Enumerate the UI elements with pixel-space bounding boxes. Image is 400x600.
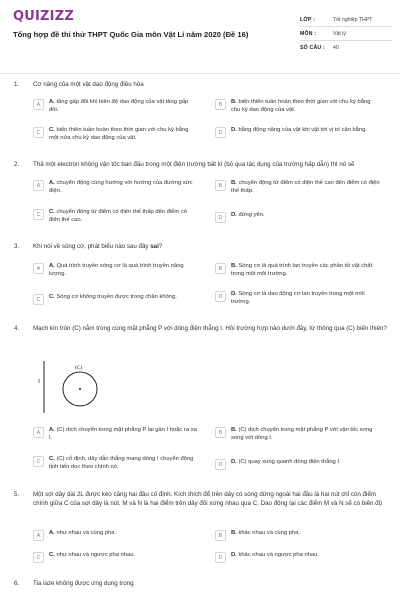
meta-label: LỚP : bbox=[300, 16, 316, 23]
meta-label: MÔN : bbox=[300, 30, 317, 37]
option-badge: A bbox=[33, 99, 44, 110]
option-a[interactable] bbox=[33, 530, 199, 541]
option-text: D. (C) quay xung quanh dòng điện thẳng I. bbox=[231, 459, 341, 465]
option-b[interactable] bbox=[215, 180, 381, 195]
option-b[interactable] bbox=[215, 427, 381, 442]
option-text: C. như nhau và ngược pha nhau. bbox=[49, 552, 136, 558]
option-badge: C bbox=[33, 127, 44, 138]
option-badge: B bbox=[215, 530, 226, 541]
option-text: C. Sóng cơ không truyền được trong chân không. bbox=[49, 294, 177, 300]
option-b[interactable] bbox=[215, 263, 381, 278]
option-text: B. khác nhau và cùng pha. bbox=[231, 530, 300, 536]
option-badge: D bbox=[215, 459, 226, 470]
question-text: Một sợi dây dài 2L được kéo căng hai đầu cố định. Kích thích để trên dây có sóng dừng ngoài hai đầu là hai nút chỉ còn điểm chính giữa C của sợi dây là nút. M và N là hai điểm trên dây đối xứng nhau qua C. Dao động tại các điểm M và N sẽ có biên độ bbox=[33, 491, 383, 507]
option-text: D. Sóng cơ là dao động cơ lan truyền trong một môi trường. bbox=[231, 291, 365, 305]
question-text: Cơ năng của một vật dao động điều hòa bbox=[33, 81, 144, 88]
option-text: C. biến thiên tuần hoàn theo thời gian với chu kỳ bằng một nửa chu kỳ dao động của vật. bbox=[49, 127, 189, 141]
option-d[interactable] bbox=[215, 127, 381, 138]
option-badge: D bbox=[215, 552, 226, 563]
question-number: 5. bbox=[14, 491, 20, 498]
document-title: Tổng hợp đề thi thử THPT Quốc Gia môn Vật Lí năm 2020 (Đề 16) bbox=[13, 30, 249, 39]
option-text: B. Sóng cơ là quá trình lan truyền các phần tử vật chất trong một môi trường. bbox=[231, 263, 373, 277]
option-badge: C bbox=[33, 294, 44, 305]
option-text: B. biến thiên tuần hoàn theo thời gian với chu kỳ bằng chu kỳ dao động của vật. bbox=[231, 99, 371, 113]
option-d[interactable] bbox=[215, 552, 381, 563]
option-c[interactable] bbox=[33, 209, 199, 224]
header-divider bbox=[0, 73, 400, 74]
option-badge: B bbox=[215, 427, 226, 438]
option-text: A. tăng gấp đôi khi biên độ dao động của vật tăng gấp đôi. bbox=[49, 99, 189, 113]
meta-value: 40 bbox=[333, 45, 339, 51]
option-text: B. chuyển động từ điểm có điện thế cao đến điểm có điện thế thấp. bbox=[231, 180, 380, 194]
option-badge: C bbox=[33, 552, 44, 563]
option-text: D. khác nhau và ngược pha nhau. bbox=[231, 552, 319, 558]
page-header bbox=[0, 0, 400, 70]
meta-row-subject bbox=[300, 27, 392, 41]
option-text: D. bằng động năng của vật khi vật tới vị trí cân bằng. bbox=[231, 127, 367, 133]
quizizz-logo: QUIZIZZ bbox=[13, 9, 74, 24]
option-badge: D bbox=[215, 291, 226, 302]
option-d[interactable] bbox=[215, 459, 381, 470]
option-badge: C bbox=[33, 209, 44, 220]
option-text: A. (C) dịch chuyển trong mặt phẳng P lại gần I hoặc ra xa I. bbox=[49, 427, 197, 441]
option-badge: B bbox=[215, 180, 226, 191]
question-number: 4. bbox=[14, 325, 20, 332]
option-c[interactable] bbox=[33, 456, 199, 471]
option-d[interactable] bbox=[215, 212, 381, 223]
option-a[interactable] bbox=[33, 427, 199, 442]
option-text: C. chuyển động từ điểm có điện thế thấp đến điểm có điện thế cao. bbox=[49, 209, 187, 223]
option-text: B. (C) dịch chuyển trong mặt phẳng P với vận tốc song song với dòng I. bbox=[231, 427, 373, 441]
option-badge: D bbox=[215, 212, 226, 223]
question-number: 6. bbox=[14, 580, 20, 587]
meta-label: SỐ CÂU : bbox=[300, 45, 325, 51]
option-badge: A bbox=[33, 263, 44, 274]
question-number: 2. bbox=[14, 161, 20, 168]
option-badge: A bbox=[33, 427, 44, 438]
option-text: C. (C) cố định, dây dẫn thẳng mang dòng I chuyển động tịnh tiến dọc theo chính nó. bbox=[49, 456, 194, 470]
option-a[interactable] bbox=[33, 99, 199, 114]
option-c[interactable] bbox=[33, 127, 199, 142]
option-d[interactable] bbox=[215, 291, 381, 306]
option-text: A. như nhau và cùng pha. bbox=[49, 530, 117, 536]
wire-label: I bbox=[38, 379, 40, 385]
option-b[interactable] bbox=[215, 530, 381, 541]
option-text: A. Quá trình truyền sóng cơ là quá trình truyền năng lượng. bbox=[49, 263, 184, 277]
option-b[interactable] bbox=[215, 99, 381, 114]
meta-value: Vật lý bbox=[333, 30, 346, 37]
meta-value: Tốt nghiệp THPT bbox=[333, 16, 373, 23]
question-text: Khi nói về sóng cơ, phát biểu nào sau đây sai? bbox=[33, 243, 163, 250]
option-badge: A bbox=[33, 180, 44, 191]
question-text: Tia laze không được ứng dụng trong bbox=[33, 580, 134, 587]
option-c[interactable] bbox=[33, 552, 199, 563]
option-badge: B bbox=[215, 99, 226, 110]
question-number: 1. bbox=[14, 81, 20, 88]
question-text: Mạch kín tròn (C) nằm trong cùng mặt phẳng P với dòng điện thẳng I. Hỏi trường hợp nào dưới đây, từ thông qua (C) biến thiên? bbox=[33, 325, 387, 332]
question-number: 3. bbox=[14, 243, 20, 250]
option-text: D. đứng yên. bbox=[231, 212, 265, 218]
option-c[interactable] bbox=[33, 294, 199, 305]
meta-row-count bbox=[300, 41, 392, 55]
option-badge: C bbox=[33, 456, 44, 467]
option-text: A. chuyển động cùng hướng với hướng của đường sức điện. bbox=[49, 180, 193, 194]
question-text: Thả một electron không vận tốc ban đầu trong một điện trường bất kì (bỏ qua tác dụng của trường hấp dẫn) thì nó sẽ bbox=[33, 161, 355, 168]
loop-center-dot bbox=[79, 388, 81, 390]
meta-row-class bbox=[300, 13, 392, 27]
option-badge: A bbox=[33, 530, 44, 541]
wire-loop-figure bbox=[32, 357, 112, 415]
option-a[interactable] bbox=[33, 180, 199, 195]
meta-info bbox=[300, 13, 392, 55]
option-badge: B bbox=[215, 263, 226, 274]
loop-label: (C) bbox=[75, 365, 83, 371]
option-a[interactable] bbox=[33, 263, 199, 278]
option-badge: D bbox=[215, 127, 226, 138]
